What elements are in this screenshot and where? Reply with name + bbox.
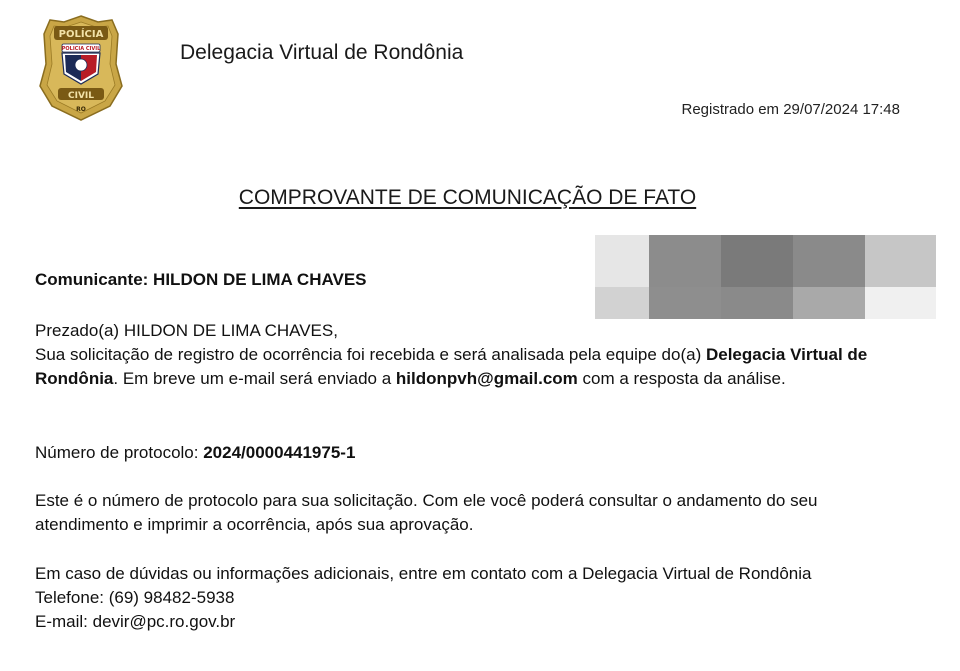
contact-intro: Em caso de dúvidas ou informações adicionais, entre em contato com a Delegacia Virtual de Rondônia (35, 564, 812, 583)
greeting: Prezado(a) HILDON DE LIMA CHAVES, (35, 321, 338, 340)
police-unit-name: Delegacia Virtual de Rondônia (35, 345, 868, 388)
protocol-number: 2024/0000441975-1 (203, 443, 356, 462)
recipient-email: hildonpvh@gmail.com (395, 369, 578, 388)
protocol-line (35, 441, 915, 465)
police-badge-logo (38, 14, 124, 122)
communicant-line: Comunicante: HILDON DE LIMA CHAVES (35, 270, 367, 289)
document-title: COMPROVANTE DE COMUNICAÇÃO DE FATO (238, 186, 697, 209)
badge-top-text: POLÍCIA (58, 29, 104, 40)
message-paragraph (35, 319, 915, 391)
message-text-3: com a resposta da análise. (577, 369, 786, 388)
contact-block (35, 562, 915, 634)
contact-email: E-mail: devir@pc.ro.gov.br (35, 612, 236, 631)
badge-state-text: RO (76, 106, 86, 113)
organization-name: Delegacia Virtual de Rondônia (180, 41, 464, 64)
badge-bottom-text: CIVIL (67, 91, 95, 101)
contact-phone: Telefone: (69) 98482-5938 (35, 588, 235, 607)
message-text-2: . Em breve um e-mail será enviado a (113, 369, 396, 388)
protocol-label: Número de protocolo: (35, 443, 204, 462)
message-text-1: Sua solicitação de registro de ocorrência foi recebida e será analisada pela equipe do(a) (35, 345, 706, 364)
badge-inner-text: POLICIA CIVIL (61, 46, 101, 52)
registration-timestamp: Registrado em 29/07/2024 17:48 (681, 101, 900, 118)
protocol-info-paragraph: Este é o número de protocolo para sua solicitação. Com ele você poderá consultar o andamento do seu atendimento e imprimir a ocorrência, após sua aprovação. (35, 491, 818, 534)
